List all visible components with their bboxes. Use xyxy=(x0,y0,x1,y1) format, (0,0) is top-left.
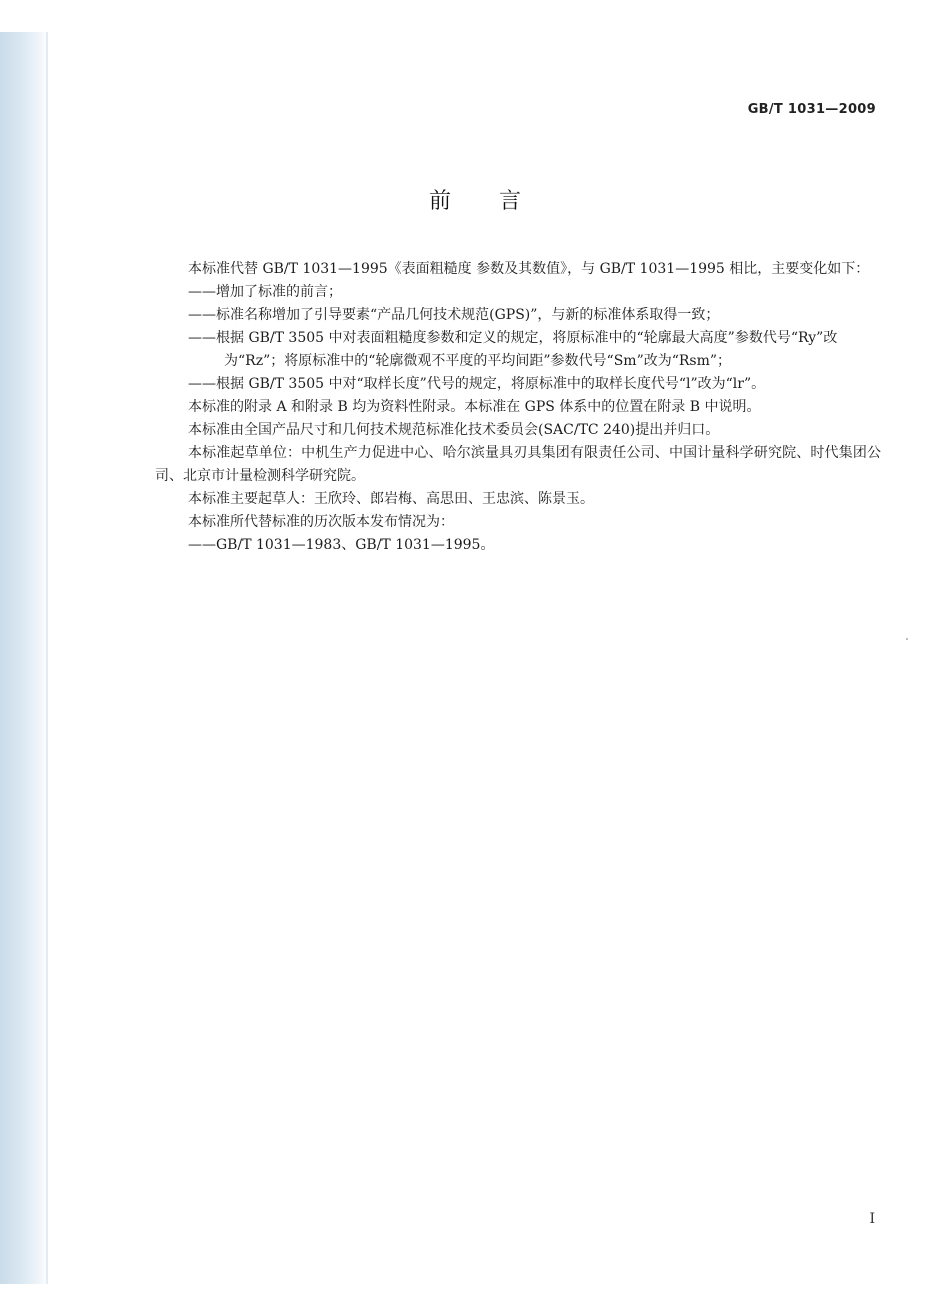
paragraph-history: 本标准所代替标准的历次版本发布情况为： xyxy=(188,514,454,530)
scan-edge-shadow xyxy=(0,32,48,1284)
paragraph-drafting-units: 本标准起草单位：中机生产力促进中心、哈尔滨量具刃具集团有限责任公司、中国计量科学研究院、时代集团公司、北京市计量检测科学研究院。 xyxy=(155,445,881,484)
scan-speck xyxy=(906,638,908,640)
change-item-parameters: ——根据 GB/T 3505 中对表面粗糙度参数和定义的规定，将原标准中的“轮廓最大高度”参数代号“Ry”改为“Rz”；将原标准中的“轮廓微观不平度的平均间距”参数代号“Sm”改为“Rsm”； xyxy=(188,330,838,369)
scan-fold-line xyxy=(46,32,48,1284)
change-item-sampling-length: ——根据 GB/T 3505 中对“取样长度”代号的规定，将原标准中的取样长度代号“l”改为“lr”。 xyxy=(188,376,766,392)
page-number: I xyxy=(869,1211,875,1227)
document-code: GB/T 1031—2009 xyxy=(747,102,876,117)
foreword-body xyxy=(155,258,881,557)
paragraph-proposer: 本标准由全国产品尺寸和几何技术规范标准化技术委员会(SAC/TC 240)提出并归口。 xyxy=(188,422,720,438)
change-item-foreword: ——增加了标准的前言； xyxy=(188,284,342,300)
paragraph-replacement: 本标准代替 GB/T 1031—1995《表面粗糙度 参数及其数值》，与 GB/T 1031—1995 相比，主要变化如下： xyxy=(188,261,870,277)
paragraph-annexes: 本标准的附录 A 和附录 B 均为资料性附录。本标准在 GPS 体系中的位置在附录 B 中说明。 xyxy=(188,399,761,415)
history-item: ——GB/T 1031—1983、GB/T 1031—1995。 xyxy=(188,537,495,553)
change-item-title: ——标准名称增加了引导要素“产品几何技术规范(GPS)”，与新的标准体系取得一致； xyxy=(188,307,720,323)
paragraph-drafters: 本标准主要起草人：王欣玲、郎岩梅、高思田、王忠滨、陈景玉。 xyxy=(188,491,594,507)
page-title: 前言 xyxy=(428,189,569,214)
